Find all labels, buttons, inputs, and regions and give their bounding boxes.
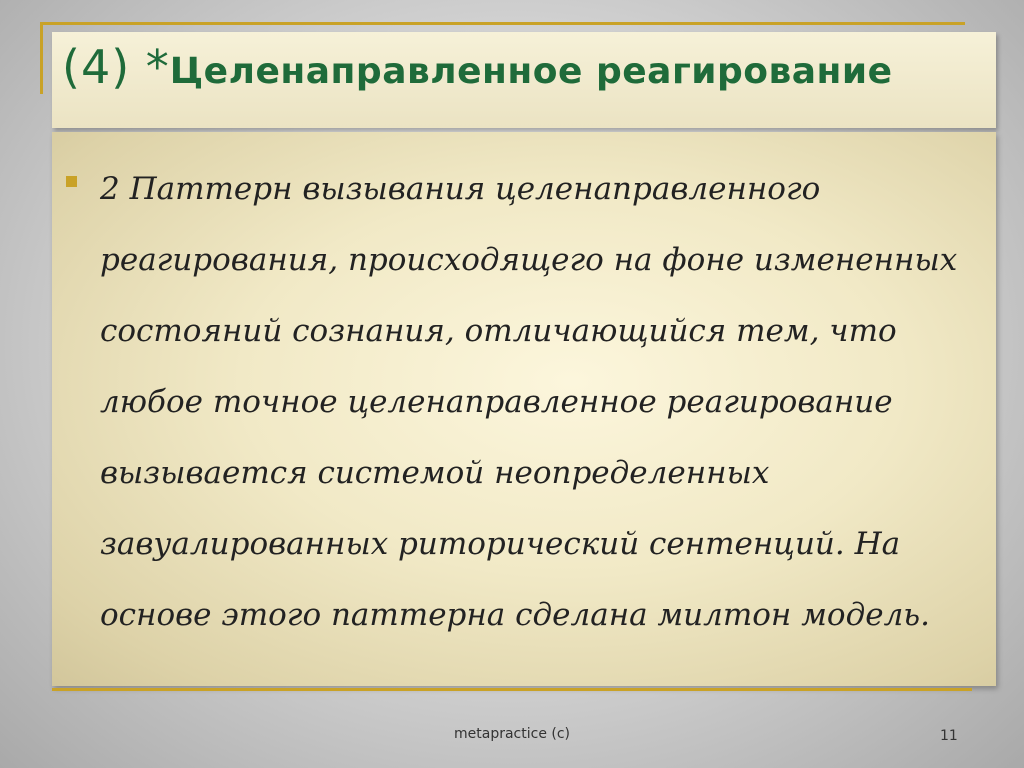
page-number: 11 (940, 728, 958, 744)
bullet-line: состояний сознания, отличающийся тем, что (100, 313, 897, 349)
gold-line-bottom (52, 688, 972, 691)
title-box (52, 32, 996, 128)
title-prefix: (4) * (62, 40, 170, 94)
footer-text: metapractice (c) (454, 726, 570, 742)
bullet-line: основе этого паттерна сделана милтон модель. (100, 597, 931, 633)
bullet-line: завуалированных риторический сентенций. На (100, 526, 901, 562)
square-bullet-icon (66, 176, 77, 187)
content-box (52, 132, 996, 686)
bullet-line: 2 Паттерн вызывания целенаправленного (100, 171, 821, 207)
bullet-text (100, 154, 980, 651)
gold-line-top (40, 22, 965, 25)
bullet-line: любое точное целенаправленное реагирование (100, 384, 893, 420)
gold-line-left (40, 22, 43, 94)
title-main: Целенаправленное реагирование (169, 51, 893, 92)
bullet-line: реагирования, происходящего на фоне измененных (100, 242, 958, 278)
slide-title (62, 40, 893, 94)
bullet-line: вызывается системой неопределенных (100, 455, 770, 491)
